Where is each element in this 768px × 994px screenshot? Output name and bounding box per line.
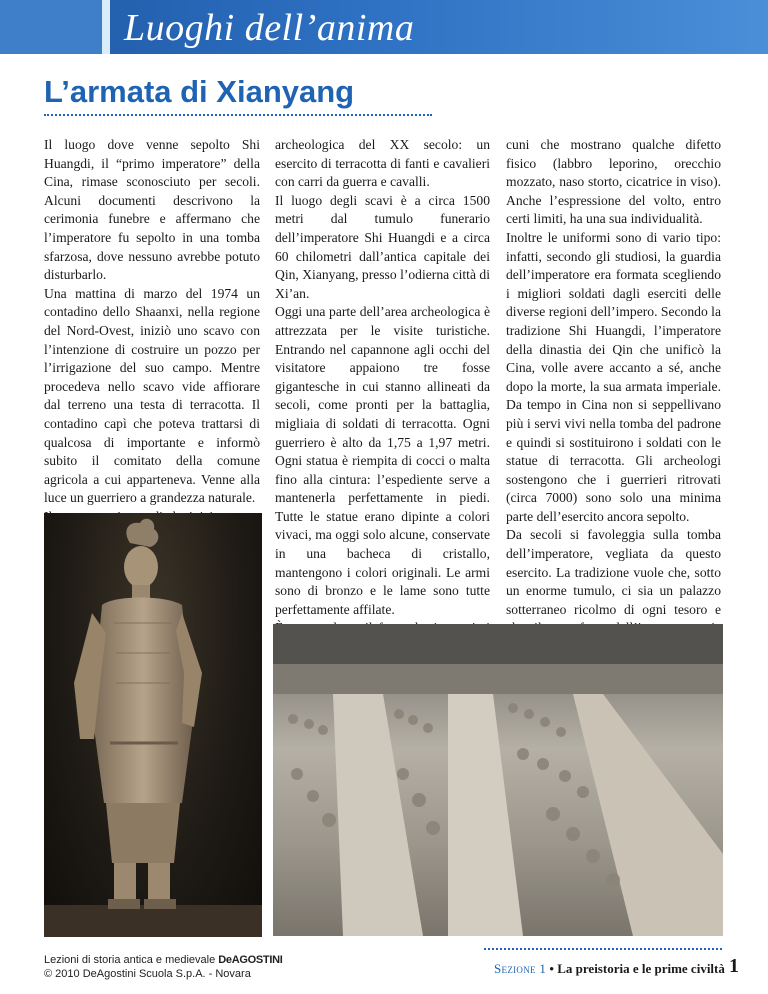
excavation-pit-photo [273,624,723,936]
terracotta-warrior-photo [44,513,262,937]
paragraph: Il luogo dove venne sepolto Shi Huangdi, il “primo imperatore” della Cina, rimase sconosciuto per secoli. Alcuni documenti descrivono la cerimonia funebre e affermano che l’imperatore fu sepolto in una tomba sfarzosa, dove nessuno avrebbe potuto disturbarlo. [44,137,260,283]
footer-book-line [44,953,283,967]
paragraph: Una mattina di marzo del 1974 un contadino dello Shaanxi, nella regione del Nord-Ovest, iniziò uno scavo con l’intenzione di costruire un pozzo per l’irrigazione del suo campo. Mentre procedeva nello scavo vide affiorare dal terreno una testa di terracotta. Il contadino capì che poteva trattarsi di qualcosa di importante e informò subito il comitato della comune agricola a cui apparteneva. Venne alla luce un guerriero a grandezza naturale. [44,285,260,506]
pit-illustration [273,624,723,936]
paragraph: Inoltre le uniformi sono di vario tipo: infatti, secondo gli studiosi, la guardia dell’imperatore era formata scegliendo i migliori soldati dagli eserciti delle diverse regioni dell’impero. Secondo la tradizione Shi Huangdi, l’imperatore della dinastia dei Qin che unificò la Cina, volle avere accanto a sé, anche dopo la morte, la sua armata imperiale. Da tempo in Cina non si seppellivano più i servi vivi nella tomba del padrone e quindi si sostituirono i soldati con le statue di terracotta. Gli archeologi sostengono che i guerrieri ritrovati (circa 7000) sono solo una minima parte dell’esercito ancora sepolto. [506,229,721,524]
paragraph: cuni che mostrano qualche difetto fisico (labbro leporino, orecchio mozzato, naso storto, cicatrice in viso). Anche l’espressione del volto, entro certi limiti, ha una sua individualità. [506,137,721,227]
bullet: • [549,961,554,976]
banner-divider [102,0,110,54]
text-column-3 [506,136,721,657]
section-title: Luoghi dell’anima [124,7,415,49]
copyright: © 2010 DeAgostini Scuola S.p.A. - Novara [44,968,251,980]
title-dotted-rule [44,114,432,116]
section-label: Sezione 1 [494,961,547,976]
paragraph: Da secoli si favoleggia sulla tomba dell’imperatore, vegliata da questo esercito. La tradizione vuole che, sotto un enorme tumulo, ci sia un palazzo sotterraneo ricolmo di ogni tesoro e [506,527,721,617]
page-number: 1 [729,955,739,977]
paragraph: Il luogo degli scavi è a circa 1500 metri dal tumulo funerario dell’imperatore Shi Huangdi e a circa 60 chilometri dall’antica capitale dei Qin, Xianyang, presso l’odierna città di Xi’an. [275,192,490,301]
paragraph: archeologica del XX secolo: un esercito di terracotta di fanti e cavalieri con carri da guerra e cavalli. [275,137,490,190]
banner-left-block [0,0,102,54]
book-title: Lezioni di storia antica e medievale [44,954,216,966]
header-banner [0,0,768,54]
text-column-1 [44,136,260,564]
warrior-illustration [44,513,262,937]
paragraph: Oggi una parte dell’area archeologica è attrezzata per le visite turistiche. Entrando nel capannone agli occhi del visitatore appaiono tre fosse gigantesche in cui stanno allineati da secoli, come pronti per la battaglia, migliaia di soldati di terracotta. Ogni guerriero è alto da 1,75 a 1,97 metri. Ogni statua è riempita di cocci o malta fino alla cintura: l’espediente serve a mantenerla perfettamente in piedi. Tutte le statue erano dipinte a colori vivaci, ma oggi solo alcune, conservate in una bacheca di cristallo, mantengono i colori originali. Le armi sono di bronzo e le lame sono tutte perfettamente affilate. [275,304,490,617]
footer-section [494,961,725,977]
page-title: L’armata di Xianyang [44,74,355,109]
footer-dotted-rule [484,948,722,950]
footer-credits [44,953,283,981]
text-column-2 [275,136,490,694]
publisher-logo: DeAGOSTINI [218,954,283,966]
section-name: La preistoria e le prime civiltà [557,961,725,976]
